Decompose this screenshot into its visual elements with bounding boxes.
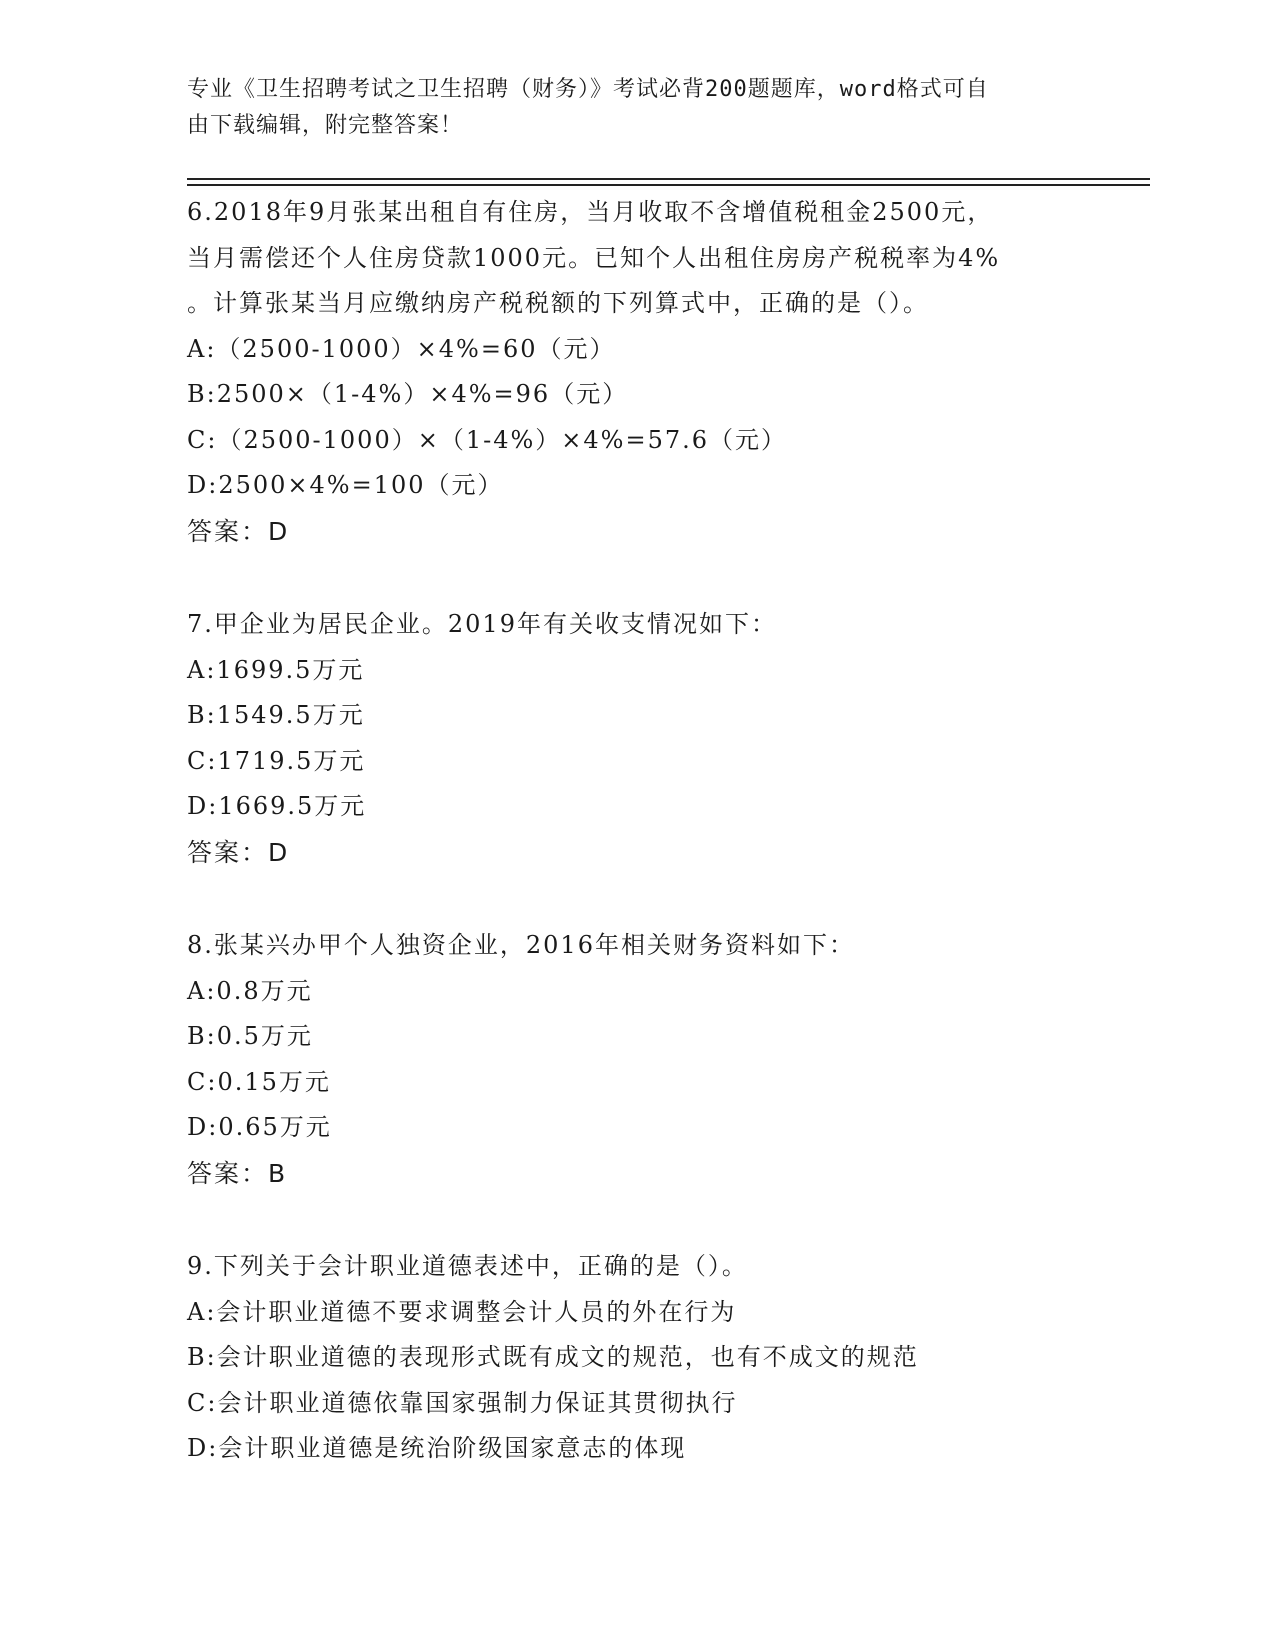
option-c: C:（2500-1000）×（1-4%）×4%=57.6（元）	[187, 425, 788, 454]
question-9	[187, 1244, 1137, 1472]
question-stem-line: 7.甲企业为居民企业。2019年有关收支情况如下：	[187, 610, 777, 638]
option-c: C:0.15万元	[187, 1067, 331, 1096]
option-d: D:1669.5万元	[187, 792, 367, 820]
answer-label: 答案：D	[187, 516, 290, 546]
question-6	[187, 190, 1137, 554]
option-b: B:2500×（1-4%）×4%=96（元）	[187, 380, 629, 408]
answer-label: 答案：D	[187, 837, 290, 867]
question-stem-line: 9.下列关于会计职业道德表述中，正确的是（）。	[187, 1252, 748, 1280]
option-a: A:0.8万元	[187, 976, 313, 1005]
question-stem-line: 。计算张某当月应缴纳房产税税额的下列算式中，正确的是（）。	[187, 289, 929, 317]
question-stem-line: 8.张某兴办甲个人独资企业，2016年相关财务资料如下：	[187, 931, 855, 959]
option-d: D:2500×4%=100（元）	[187, 471, 504, 499]
option-b: B:0.5万元	[187, 1022, 313, 1050]
option-c: C:1719.5万元	[187, 746, 366, 775]
question-7	[187, 602, 1137, 875]
option-b: B:会计职业道德的表现形式既有成文的规范，也有不成文的规范	[187, 1343, 919, 1371]
header-divider-bottom	[187, 184, 1150, 186]
option-c: C:会计职业道德依靠国家强制力保证其贯彻执行	[187, 1388, 738, 1417]
option-a: A:（2500-1000）×4%=60（元）	[187, 334, 616, 363]
question-8	[187, 923, 1137, 1196]
header-divider-top	[187, 178, 1150, 180]
question-list	[187, 190, 1137, 1472]
option-a: A:会计职业道德不要求调整会计人员的外在行为	[187, 1297, 737, 1326]
header-line-2: 由下载编辑，附完整答案！	[187, 113, 464, 138]
document-header	[187, 72, 1087, 144]
option-b: B:1549.5万元	[187, 701, 365, 729]
option-d: D:会计职业道德是统治阶级国家意志的体现	[187, 1434, 687, 1462]
option-d: D:0.65万元	[187, 1113, 332, 1141]
header-line-1: 专业《卫生招聘考试之卫生招聘（财务）》考试必背200题题库，word格式可自	[187, 77, 989, 102]
answer-label: 答案：B	[187, 1158, 288, 1188]
option-a: A:1699.5万元	[187, 655, 365, 684]
question-stem-line: 6.2018年9月张某出租自有住房，当月收取不含增值税租金2500元，	[187, 198, 994, 226]
question-stem-line: 当月需偿还个人住房贷款1000元。已知个人出租住房房产税税率为4%	[187, 243, 1001, 272]
